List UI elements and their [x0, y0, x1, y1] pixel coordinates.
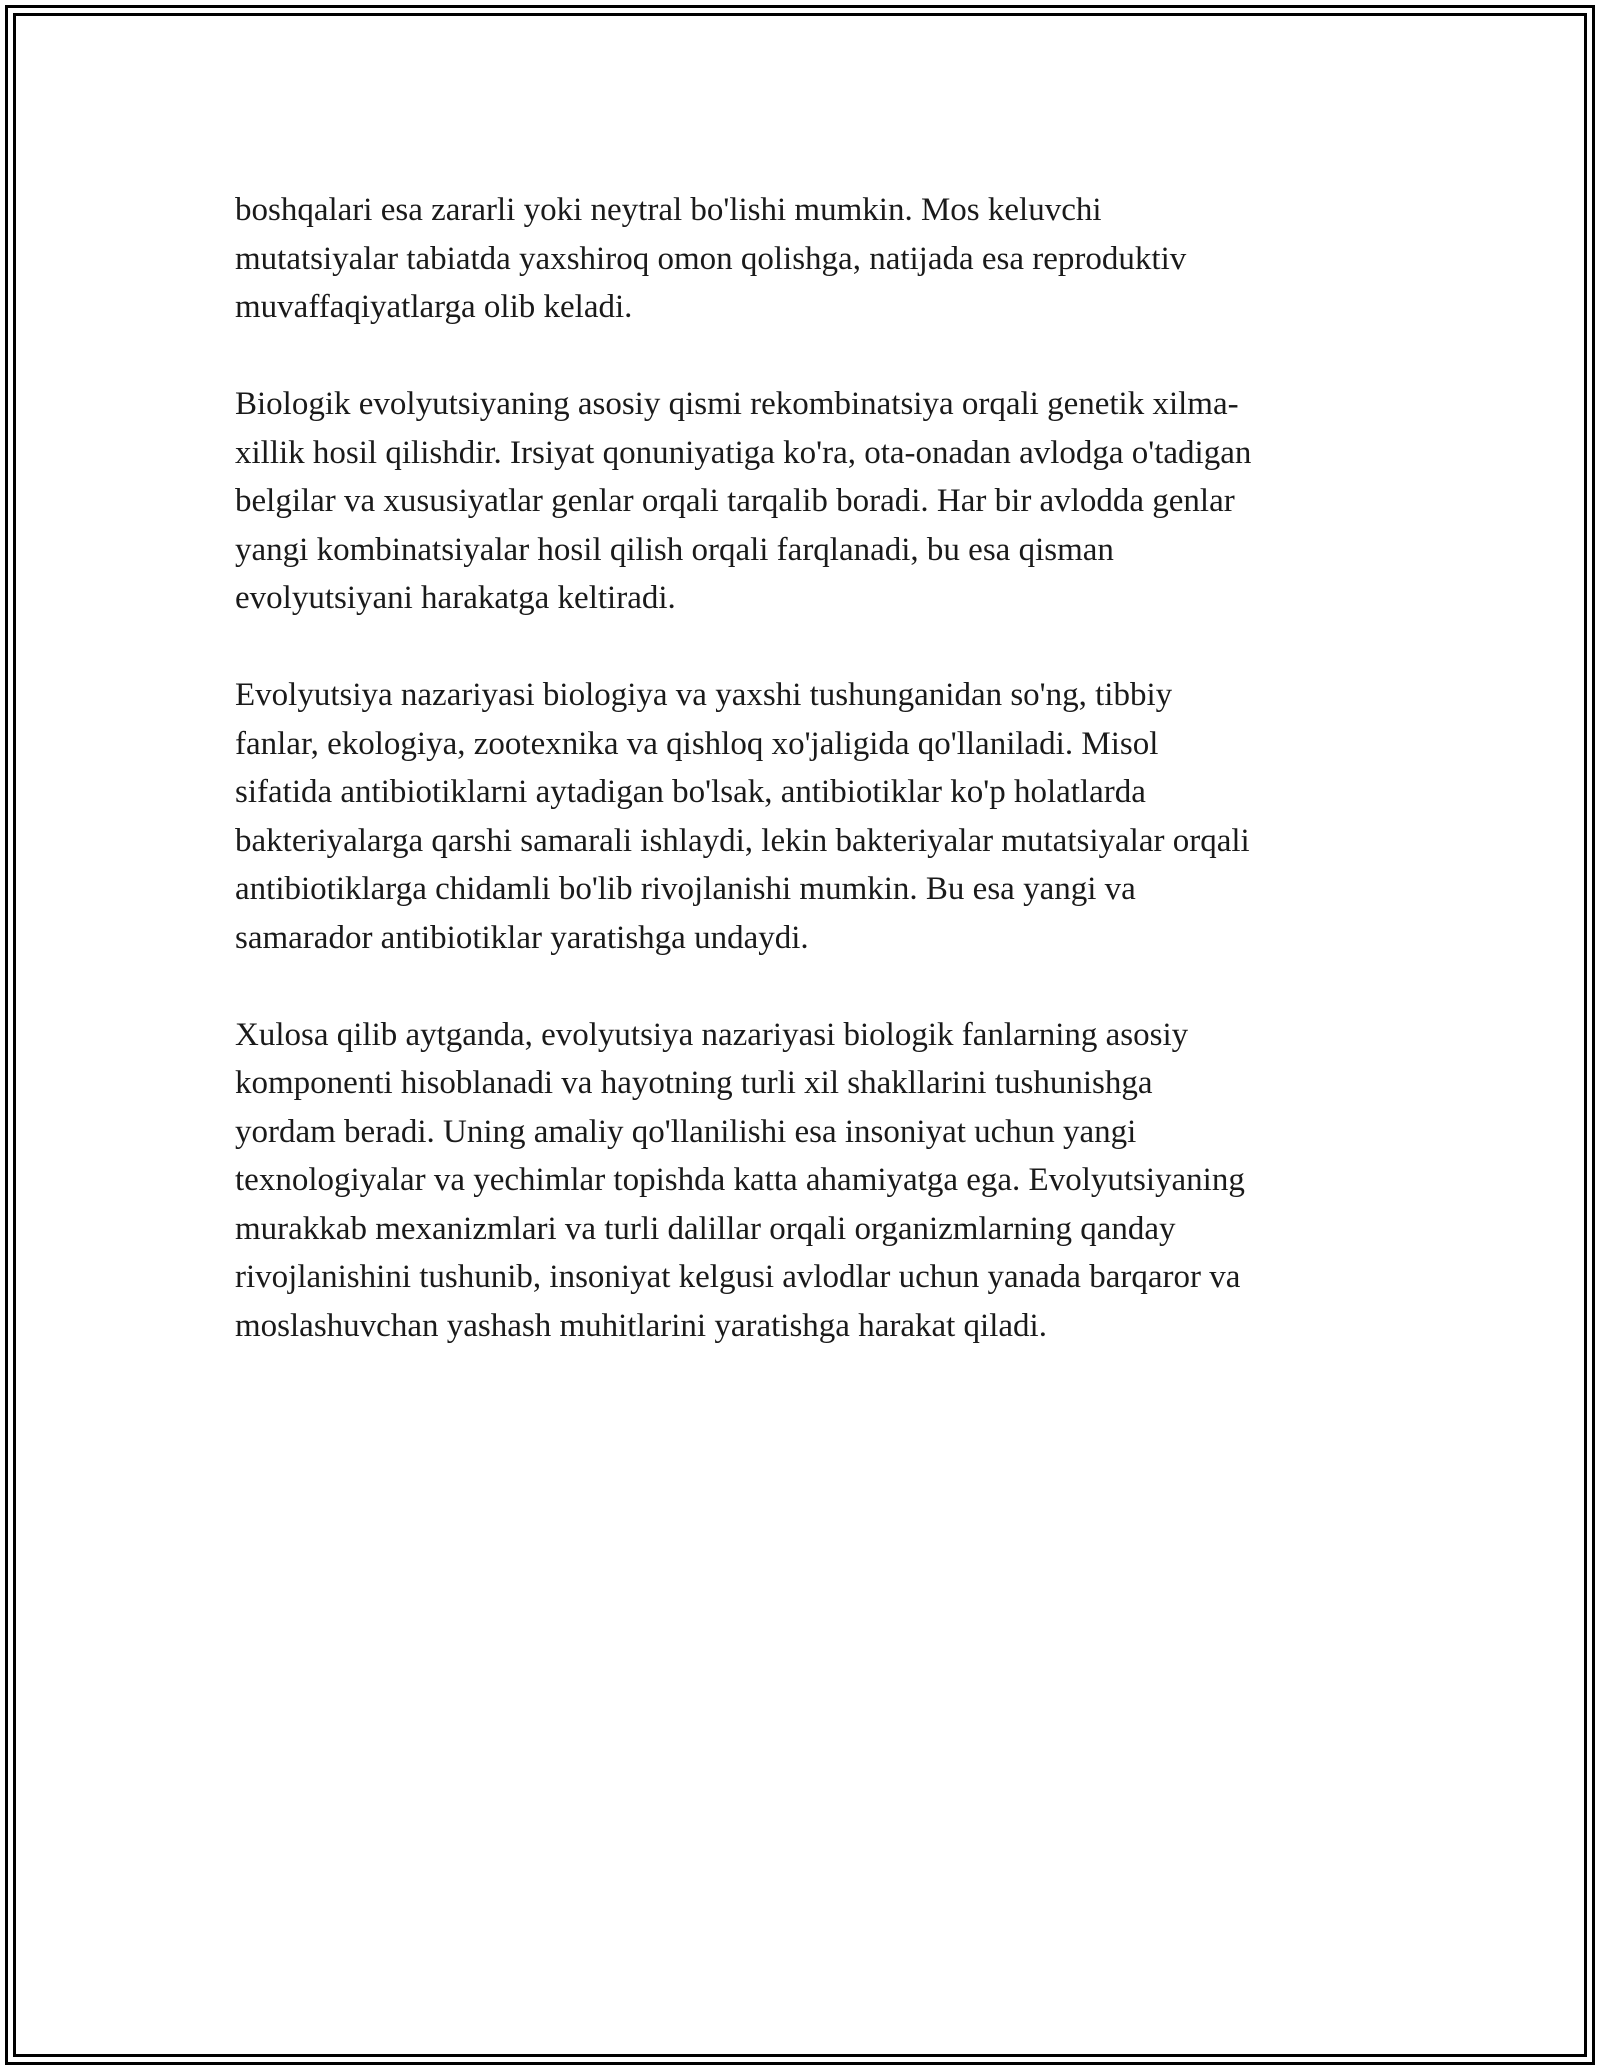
text-line: mutatsiyalar tabiatda yaxshiroq omon qolishga, natijada esa reproduktiv [235, 240, 1187, 277]
paragraph-conclusion [235, 1011, 1375, 1351]
text-line: moslashuvchan yashash muhitlarini yaratishga harakat qiladi. [235, 1307, 1047, 1344]
text-line: muvaffaqiyatlarga olib keladi. [235, 289, 633, 325]
text-line: Xulosa qilib aytganda, evolyutsiya nazariyasi biologik fanlarning asosiy [235, 1016, 1189, 1053]
text-line: belgilar va xususiyatlar genlar orqali tarqalib boradi. Har bir avlodda genlar [235, 483, 1235, 519]
text-line: Evolyutsiya nazariyasi biologiya va yaxshi tushunganidan so'ng, tibbiy [235, 677, 1173, 713]
paragraph-recombination [235, 380, 1375, 623]
text-line: Biologik evolyutsiyaning asosiy qismi rekombinatsiya orqali genetik xilma- [235, 386, 1239, 422]
text-line: sifatida antibiotiklarni aytadigan bo'lsak, antibiotiklar ko'p holatlarda [235, 774, 1146, 810]
paragraph-applications [235, 671, 1375, 962]
text-line: evolyutsiyani harakatga keltiradi. [235, 580, 676, 616]
text-line: yangi kombinatsiyalar hosil qilish orqali farqlanadi, bu esa qisman [235, 531, 1114, 568]
text-line: samarador antibiotiklar yaratishga undaydi. [235, 919, 809, 956]
paragraph-mutations [235, 186, 1375, 332]
document-body [235, 186, 1375, 1350]
text-line: texnologiyalar va yechimlar topishda katta ahamiyatga ega. Evolyutsiyaning [235, 1162, 1245, 1198]
text-line: yordam beradi. Uning amaliy qo'llanilishi esa insoniyat uchun yangi [235, 1113, 1137, 1150]
text-line: antibiotiklarga chidamli bo'lib rivojlanishi mumkin. Bu esa yangi va [235, 871, 1136, 907]
text-line: rivojlanishini tushunib, insoniyat kelgusi avlodlar uchun yanada barqaror va [235, 1259, 1241, 1295]
text-line: bakteriyalarga qarshi samarali ishlaydi, lekin bakteriyalar mutatsiyalar orqali [235, 822, 1250, 859]
text-line: xillik hosil qilishdir. Irsiyat qonuniyatiga ko'ra, ota-onadan avlodga o'tadigan [235, 434, 1252, 471]
text-line: komponenti hisoblanadi va hayotning turli xil shakllarini tushunishga [235, 1065, 1153, 1101]
text-line: boshqalari esa zararli yoki neytral bo'lishi mumkin. Mos keluvchi [235, 192, 1102, 228]
text-line: fanlar, ekologiya, zootexnika va qishloq xo'jaligida qo'llaniladi. Misol [235, 725, 1159, 762]
text-line: murakkab mexanizmlari va turli dalillar orqali organizmlarning qanday [235, 1210, 1176, 1247]
